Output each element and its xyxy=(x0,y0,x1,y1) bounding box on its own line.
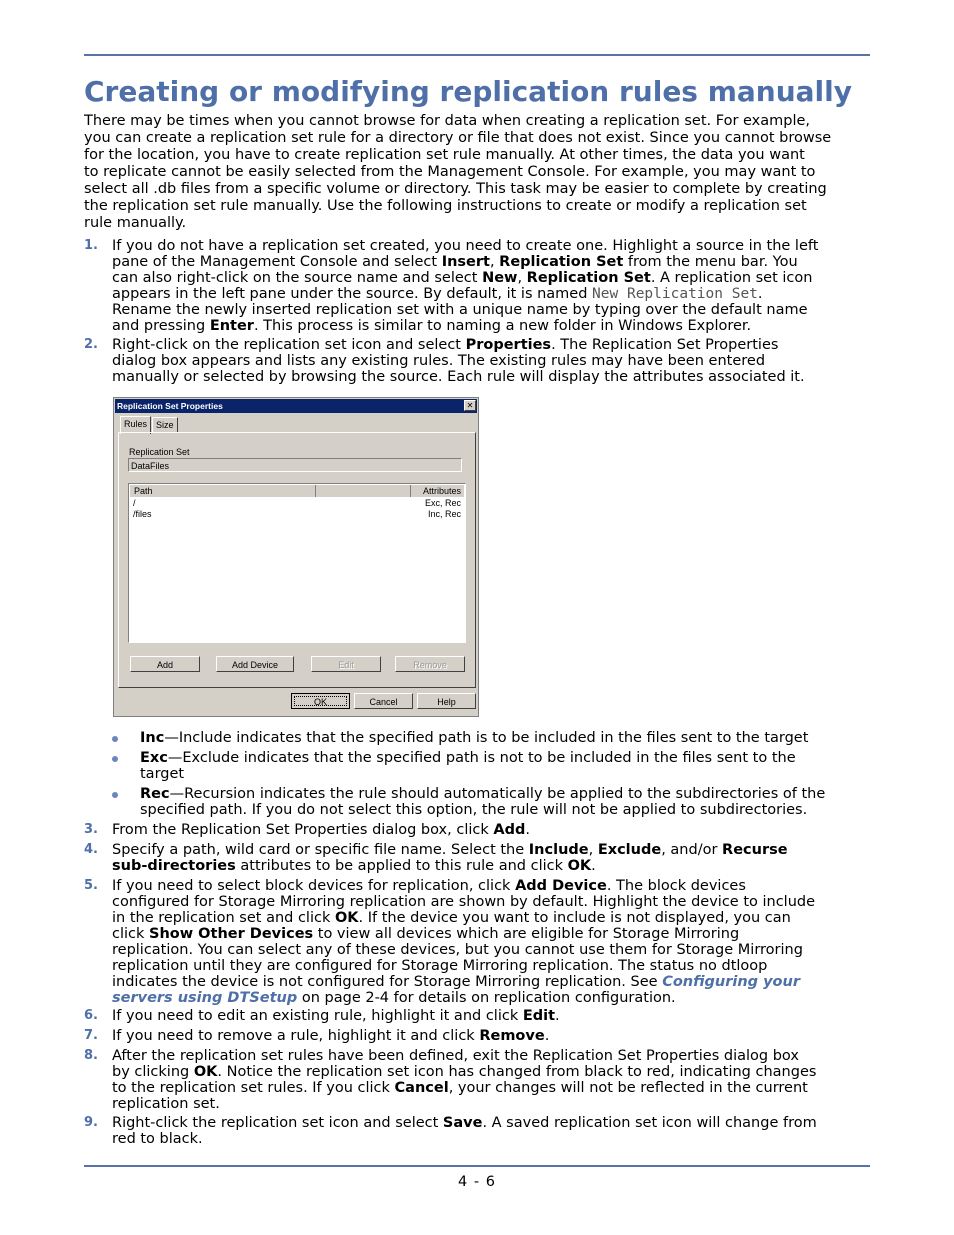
bullet-line: specified path. If you do not select this option, the rule will not be applied to subdirectories. xyxy=(140,802,808,818)
step-line: replication until they are configured for Storage Mirroring replication. The status no dtloop xyxy=(112,958,768,974)
step-9 xyxy=(84,1115,868,1147)
remove-button[interactable]: Remove xyxy=(395,656,465,672)
step-line: Rename the newly inserted replication set with a unique name by typing over the default name xyxy=(112,302,808,318)
add-device-button[interactable]: Add Device xyxy=(216,656,294,672)
intro-line: the replication set rule manually. Use the following instructions to create or modify a replication set xyxy=(84,198,807,214)
column-header-blank xyxy=(316,485,411,497)
step-8 xyxy=(84,1048,868,1112)
step-line: red to black. xyxy=(112,1131,203,1147)
step-line: After the replication set rules have been defined, exit the Replication Set Properties dialog box xyxy=(112,1048,799,1064)
step-line: Right-click on the replication set icon and select Properties. The Replication Set Properties xyxy=(112,337,779,353)
step-line: Specify a path, wild card or specific file name. Select the Include, Exclude, and/or Recurse xyxy=(112,842,788,858)
step-line: by clicking OK. Notice the replication set icon has changed from black to red, indicating changes xyxy=(112,1064,817,1080)
rule-path[interactable]: /files xyxy=(133,509,152,519)
bullet-icon xyxy=(112,756,118,762)
step-5 xyxy=(84,878,868,1006)
replication-set-label: Replication Set xyxy=(129,447,190,457)
bullet-icon xyxy=(112,736,118,742)
step-line: pane of the Management Console and select Insert, Replication Set from the menu bar. You xyxy=(112,254,798,270)
intro-line: for the location, you have to create replication set rule manually. At other times, the data you want xyxy=(84,147,805,163)
step-line: replication. You can select any of these devices, but you cannot use them for Storage Mirroring xyxy=(112,942,803,958)
replication-set-field: DataFiles xyxy=(128,458,462,472)
intro-line: you can create a replication set rule for a directory or file that does not exist. Since you cannot browse xyxy=(84,130,832,146)
step-line: If you need to remove a rule, highlight it and click Remove. xyxy=(112,1028,550,1044)
step-6 xyxy=(84,1008,868,1024)
list-item xyxy=(112,786,868,818)
cancel-button[interactable]: Cancel xyxy=(354,693,413,709)
step-line: If you do not have a replication set created, you need to create one. Highlight a source in the left xyxy=(112,238,819,254)
cross-reference-link[interactable]: Configuring your xyxy=(662,974,800,990)
step-line: dialog box appears and lists any existing rules. The existing rules may have been entered xyxy=(112,353,766,369)
step-line: If you need to select block devices for replication, click Add Device. The block devices xyxy=(112,878,746,894)
step-number: 1. xyxy=(84,238,98,253)
list-item xyxy=(112,750,868,782)
bullet-icon xyxy=(112,792,118,798)
step-line: Right-click the replication set icon and select Save. A saved replication set icon will change from xyxy=(112,1115,817,1131)
rule-attributes[interactable]: Exc, Rec xyxy=(424,498,461,508)
step-line: configured for Storage Mirroring replication are shown by default. Highlight the device to include xyxy=(112,894,816,910)
ok-button[interactable]: OK xyxy=(291,693,350,709)
step-line: replication set. xyxy=(112,1096,220,1112)
dialog-titlebar: Replication Set Properties xyxy=(115,399,477,413)
add-button[interactable]: Add xyxy=(130,656,200,672)
intro-paragraph xyxy=(84,113,868,232)
step-7 xyxy=(84,1028,868,1044)
close-icon[interactable]: ✕ xyxy=(464,400,476,411)
step-number: 7. xyxy=(84,1028,98,1043)
default-name: New Replication Set xyxy=(592,286,758,302)
step-number: 6. xyxy=(84,1008,98,1023)
rule-path[interactable]: / xyxy=(133,498,136,508)
step-4 xyxy=(84,842,868,874)
top-rule xyxy=(84,54,870,56)
rules-list[interactable] xyxy=(128,483,466,643)
page-title: Creating or modifying replication rules manually xyxy=(84,75,853,108)
tab-size[interactable]: Size xyxy=(152,417,178,433)
column-header-attributes[interactable]: Attributes xyxy=(411,485,464,497)
step-line: From the Replication Set Properties dialog box, click Add. xyxy=(112,822,530,838)
page-number: 4 - 6 xyxy=(458,1174,496,1190)
intro-line: to replicate cannot be easily selected from the Management Console. For example, you may want to xyxy=(84,164,816,180)
step-1 xyxy=(84,238,868,334)
step-line: click Show Other Devices to view all devices which are eligible for Storage Mirroring xyxy=(112,926,740,942)
list-item xyxy=(112,730,868,746)
intro-line: select all .db files from a specific volume or directory. This task may be easier to complete by creating xyxy=(84,181,827,197)
cross-reference-link[interactable]: servers using DTSetup xyxy=(112,990,298,1006)
edit-button[interactable]: Edit xyxy=(311,656,381,672)
step-number: 5. xyxy=(84,878,98,893)
intro-line: rule manually. xyxy=(84,215,187,231)
step-2 xyxy=(84,337,868,385)
bullet-line: Exc—Exclude indicates that the specified path is not to be included in the files sent to the xyxy=(140,750,796,766)
step-line: in the replication set and click OK. If the device you want to include is not displayed, you can xyxy=(112,910,791,926)
step-line: to the replication set rules. If you click Cancel, your changes will not be reflected in the current xyxy=(112,1080,808,1096)
replication-set-properties-dialog xyxy=(113,397,479,717)
step-number: 3. xyxy=(84,822,98,837)
step-line: and pressing Enter. This process is similar to naming a new folder in Windows Explorer. xyxy=(112,318,752,334)
tab-rules[interactable]: Rules xyxy=(120,416,151,434)
step-line: can also right-click on the source name and select New, Replication Set. A replication set icon xyxy=(112,270,813,286)
step-number: 2. xyxy=(84,337,98,352)
bullet-line: Inc—Include indicates that the specified path is to be included in the files sent to the target xyxy=(140,730,809,746)
bottom-rule xyxy=(84,1165,870,1167)
step-number: 8. xyxy=(84,1048,98,1063)
step-line: manually or selected by browsing the source. Each rule will display the attributes associated it. xyxy=(112,369,805,385)
step-line: appears in the left pane under the source. By default, it is named New Replication Set. xyxy=(112,286,763,302)
rule-attributes[interactable]: Inc, Rec xyxy=(427,509,461,519)
step-line: If you need to edit an existing rule, highlight it and click Edit. xyxy=(112,1008,560,1024)
help-button[interactable]: Help xyxy=(417,693,476,709)
step-number: 9. xyxy=(84,1115,98,1130)
step-3 xyxy=(84,822,868,838)
step-number: 4. xyxy=(84,842,98,857)
column-header-path[interactable]: Path xyxy=(130,485,316,497)
bullet-line: Rec—Recursion indicates the rule should automatically be applied to the subdirectories of the xyxy=(140,786,826,802)
bullet-line: target xyxy=(140,766,185,782)
step-line: indicates the device is not configured for Storage Mirroring replication. See Configuring your xyxy=(112,974,800,990)
step-line: servers using DTSetup on page 2-4 for details on replication configuration. xyxy=(112,990,676,1006)
intro-line: There may be times when you cannot browse for data when creating a replication set. For example, xyxy=(84,113,811,129)
step-line: sub-directories attributes to be applied to this rule and click OK. xyxy=(112,858,596,874)
